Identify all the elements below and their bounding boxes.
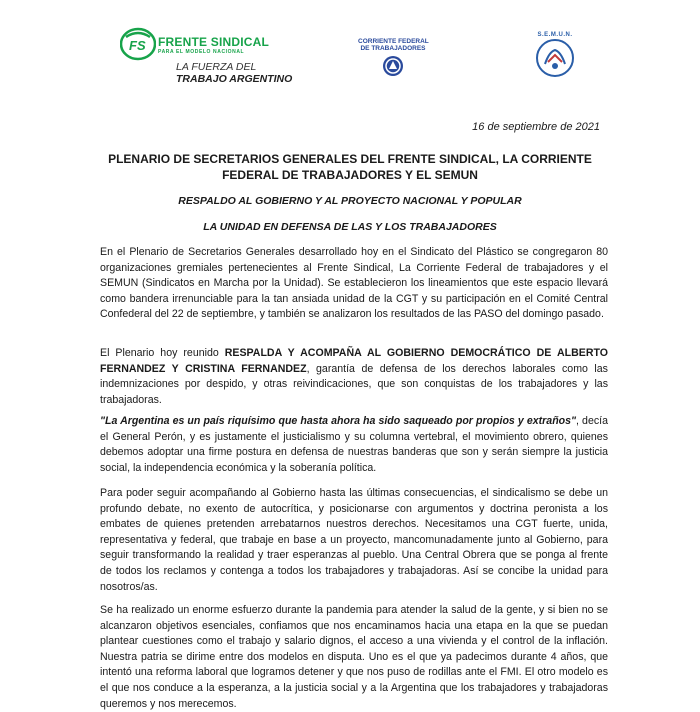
paragraph-2-intro: El Plenario hoy reunido: [100, 347, 225, 359]
peron-quote: "La Argentina es un país riquísimo que hasta ahora ha sido saqueado por propios y extraños": [100, 415, 577, 427]
frente-sindical-emblem-icon: [120, 27, 156, 61]
paragraph-4: Para poder seguir acompañando al Gobierno hasta las últimas consecuencias, el sindicalismo se debe un profundo debate, no exento de autocrítica, y posicionarse con argumentos y doctrina peronista a los embates de quienes pretenden arrebatarnos nuestros derechos. Necesitamos una CGT fuerte, unida, representativa y federal, que trabaje en base a un proyecto, mancomunadamente junto al Gobierno, para seguir transformando la realidad y traer esperanzas al pueblo. Una Central Obrera que se ponga al frente de todos los reclamos y contenga a todos los trabajadores y trabajadoras. Así se concibe la unidad para nosotros/as.: [100, 487, 608, 593]
paragraph-5: Se ha realizado un enorme esfuerzo durante la pandemia para atender la salud de la gente, y si bien no se alcanzaron objetivos esenciales, confiamos que nos encaminamos hacia una etapa en la que se puedan plantear cuestiones como el trabajo y salario dignos, el acceso a una vivienda y el control de la inflación. Nuestra patria se dirime entre dos modelos en disputa. Uno es el que ya padecimos durante 4 años, que intentó una reforma laboral que logramos detener y que nos puso de rodillas ante el FMI. El otro modelo es el que nos conduce a la esperanza, a la justicia social y a la Argentina que los trabajadores y trabajadoras queremos y nos merecemos.: [100, 604, 608, 710]
corriente-federal-line-1: CORRIENTE FEDERAL: [358, 38, 429, 45]
document-subtitle-1: RESPALDO AL GOBIERNO Y AL PROYECTO NACIONAL Y POPULAR: [178, 195, 522, 207]
paragraph-2-rest: , garantía de defensa de los derechos laborales como las indemnizaciones por despido, y otras reivindicaciones, que son conquistas de los trabajadores y las trabajadoras.: [100, 362, 608, 406]
frente-sindical-name: FRENTE SINDICAL: [158, 35, 269, 49]
frente-sindical-tagline-1: LA FUERZA DEL: [176, 61, 257, 73]
paragraph-3: [100, 414, 608, 476]
document-date: 16 de septiembre de 2021: [472, 121, 600, 133]
semun-label: S.E.M.U.N.: [537, 32, 573, 38]
document-subtitle-2: LA UNIDAD EN DEFENSA DE LAS Y LOS TRABAJADORES: [203, 221, 497, 233]
paragraph-2-emphasis: RESPALDA Y ACOMPAÑA AL GOBIERNO DEMOCRÁTICO DE ALBERTO FERNANDEZ Y CRISTINA FERNANDEZ: [100, 347, 608, 375]
frente-sindical-subname: PARA EL MODELO NACIONAL: [158, 49, 245, 55]
paragraph-1: En el Plenario de Secretarios Generales desarrollado hoy en el Sindicato del Plástico se congregaron 80 organizaciones gremiales pertenecientes al Frente Sindical, La Corriente Federal de trabajadores y el SEMUN (Sindicatos en Marcha por la Unidad). Se establecieron los lineamientos que este espacio llevará como bandera irrenunciable para la tan ansiada unidad de la CGT y su participación en el Comité Central Confederal del 22 de septiembre, y también se analizaron los resultados de las PASO del domingo pasado.: [100, 246, 608, 321]
paragraph-3-rest: , decía el General Perón, y es justamente el justicialismo y su columna vertebral, el movimiento obrero, quienes debemos adoptar una firme postura en defensa de nuestras banderas que son y serán siempre la justicia social, la independencia económica y la soberanía política.: [100, 415, 608, 474]
corriente-federal-emblem-icon: [382, 55, 404, 77]
frente-sindical-logo: [120, 25, 293, 87]
corriente-federal-logo: [358, 38, 428, 88]
semun-logo: [522, 26, 588, 88]
paragraph-2: [100, 346, 608, 408]
svg-text:FS: FS: [129, 38, 146, 53]
corriente-federal-line-2: DE TRABAJADORES: [360, 45, 426, 52]
frente-sindical-tagline-2: TRABAJO ARGENTINO: [176, 73, 293, 85]
semun-emblem-icon: [535, 38, 575, 78]
document-title: PLENARIO DE SECRETARIOS GENERALES DEL FRENTE SINDICAL, LA CORRIENTE FEDERAL DE TRABAJADORES Y EL SEMUN: [108, 152, 592, 182]
